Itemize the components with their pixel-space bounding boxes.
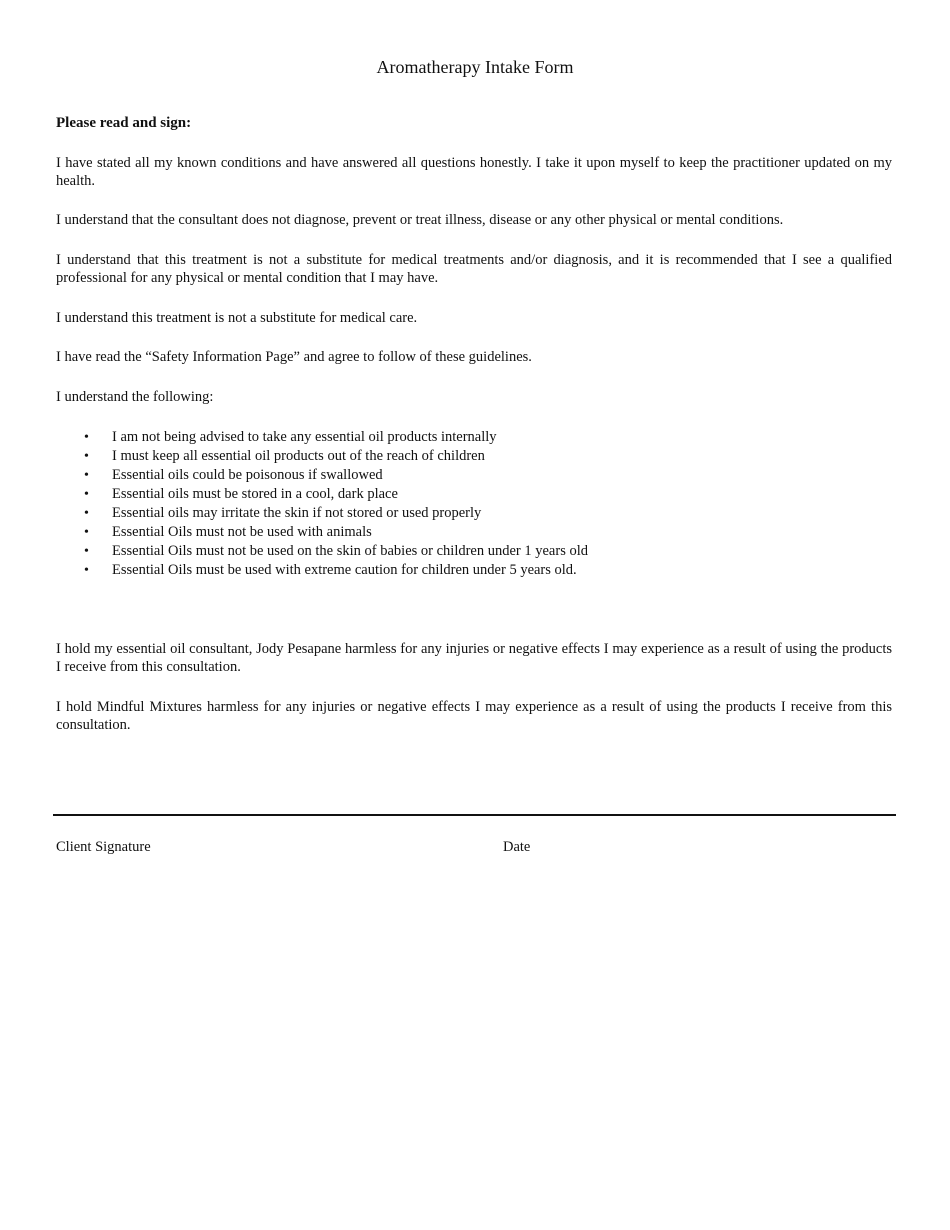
list-item-text: Essential oils could be poisonous if swallowed: [112, 467, 383, 483]
bullet-icon: •: [84, 468, 89, 483]
paragraph-release-company: I hold Mindful Mixtures harmless for any injuries or negative effects I may experience as a result of using the products I receive from this consultation.: [56, 699, 892, 733]
bullet-icon: •: [84, 430, 89, 445]
bullet-icon: •: [84, 487, 89, 502]
list-item-text: I am not being advised to take any essential oil products internally: [112, 429, 497, 445]
bullet-icon: •: [84, 525, 89, 540]
list-item-text: I must keep all essential oil products out of the reach of children: [112, 448, 485, 464]
bullet-icon: •: [84, 563, 89, 578]
understanding-list: [56, 428, 588, 580]
paragraph-safety-page: I have read the “Safety Information Page” and agree to follow of these guidelines.: [56, 349, 532, 365]
client-signature-label: Client Signature: [56, 839, 151, 855]
bullet-icon: •: [84, 544, 89, 559]
list-item: [56, 561, 588, 580]
bullet-icon: •: [84, 449, 89, 464]
list-item: [56, 485, 588, 504]
paragraph-not-substitute-care: I understand this treatment is not a substitute for medical care.: [56, 310, 418, 326]
paragraph-no-diagnosis: I understand that the consultant does not diagnose, prevent or treat illness, disease or any other physical or mental conditions.: [56, 212, 784, 228]
list-item: [56, 542, 588, 561]
list-item-text: Essential Oils must not be used on the skin of babies or children under 1 years old: [112, 543, 588, 559]
paragraph-understand-following: I understand the following:: [56, 389, 214, 405]
list-item-text: Essential oils may irritate the skin if not stored or used properly: [112, 505, 482, 521]
list-item: [56, 466, 588, 485]
list-item: [56, 447, 588, 466]
date-label: Date: [503, 839, 531, 855]
page-title: Aromatherapy Intake Form: [376, 57, 574, 77]
list-item-text: Essential Oils must not be used with animals: [112, 524, 372, 540]
list-item: [56, 428, 588, 447]
paragraph-release-consultant: I hold my essential oil consultant, Jody Pesapane harmless for any injuries or negative effects I may experience as a result of using the products I receive from this consultation.: [56, 641, 892, 675]
list-item: [56, 504, 588, 523]
list-item-text: Essential oils must be stored in a cool, dark place: [112, 486, 398, 502]
list-item: [56, 523, 588, 542]
bullet-icon: •: [84, 506, 89, 521]
section-heading: Please read and sign:: [56, 115, 192, 131]
signature-line[interactable]: [53, 814, 896, 816]
list-item-text: Essential Oils must be used with extreme caution for children under 5 years old.: [112, 562, 577, 578]
paragraph-stated-conditions: I have stated all my known conditions and have answered all questions honestly. I take it upon myself to keep the practitioner updated on my health.: [56, 155, 892, 189]
paragraph-not-substitute-treatment: I understand that this treatment is not a substitute for medical treatments and/or diagnosis, and it is recommended that I see a qualified professional for any physical or mental condition that I may have.: [56, 252, 892, 286]
